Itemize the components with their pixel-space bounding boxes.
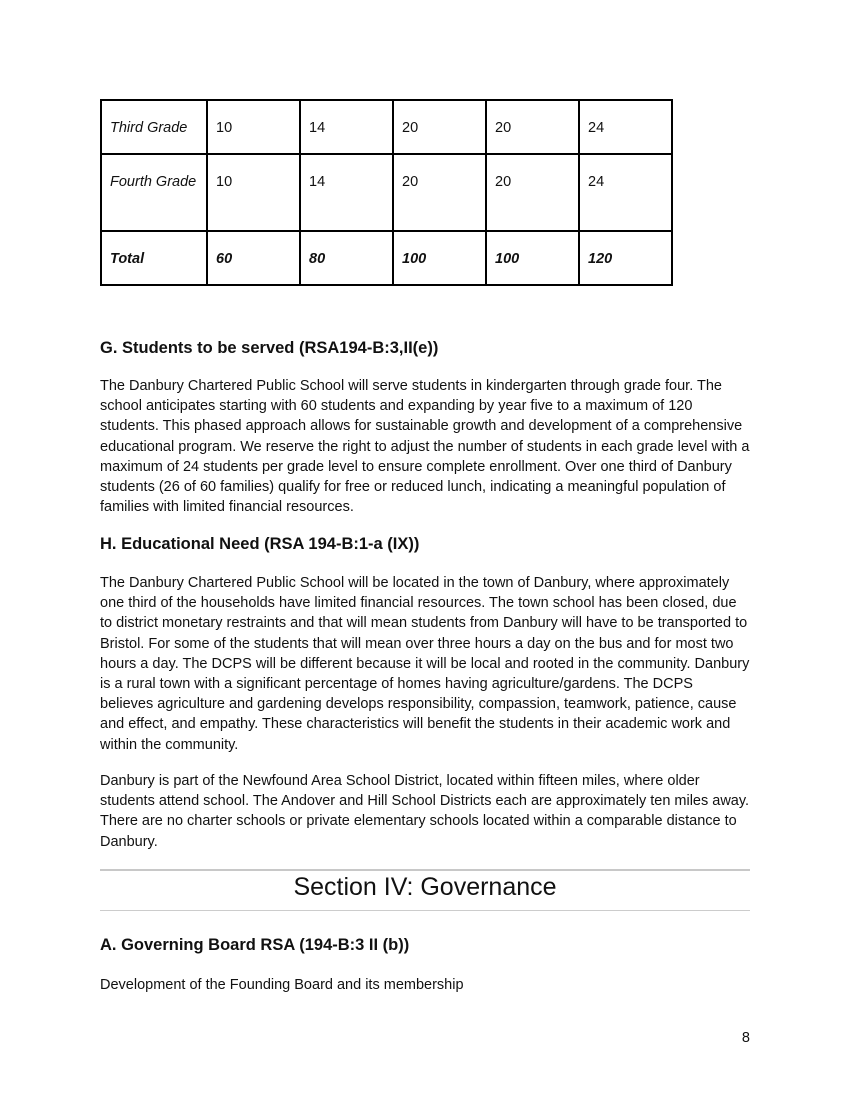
table-row-third-grade bbox=[101, 100, 672, 154]
table-cell: 100 bbox=[393, 231, 486, 285]
table-row-total bbox=[101, 231, 672, 285]
section-h-paragraph-2: Danbury is part of the Newfound Area School District, located within fifteen miles, where older students attend school. The Andover and Hill School Districts each are approximately ten miles away. There are no charter schools or private elementary schools located within a comparable distance to Danbury. bbox=[100, 773, 750, 850]
page-number: 8 bbox=[741, 1030, 750, 1046]
document-page bbox=[100, 99, 750, 993]
enrollment-table bbox=[100, 99, 673, 286]
table-cell: 14 bbox=[300, 154, 393, 231]
section-g-paragraph: The Danbury Chartered Public School will serve students in kindergarten through grade four. The school anticipates starting with 60 students and expanding by year five to a maximum of 120 students. This phased approach allows for sustainable growth and development of a comprehensive educational program. We reserve the right to adjust the number of students in each grade level with a maximum of 24 students per grade level to ensure complete enrollment. Over one third of Danbury students (26 of 60 families) qualify for free or reduced lunch, indicating a meaningful population of families with limited financial resources. bbox=[100, 378, 750, 516]
section-h-paragraph-1: The Danbury Chartered Public School will be located in the town of Danbury, where approximately one third of the households have limited financial resources. The town school has been closed, due to district monetary restraints and that will mean students from Danbury will have to be transported to Bristol. For some of the students that will mean over three hours a day on the bus and for most two hours a day. The DCPS will be different because it will be local and rooted in the community. Danbury is a rural town with a significant percentage of homes having agriculture/gardens. The DCPS believes agriculture and gardening develops responsibility, compassion, teamwork, patience, cause and effect, and empathy. These characteristics will benefit the students in their academic work and within the community. bbox=[100, 575, 750, 753]
section-rule-bottom bbox=[100, 910, 750, 911]
table-cell: 10 bbox=[207, 154, 300, 231]
table-cell: 20 bbox=[486, 100, 579, 154]
table-cell: 20 bbox=[393, 154, 486, 231]
table-cell: 24 bbox=[579, 154, 672, 231]
table-cell: 120 bbox=[579, 231, 672, 285]
table-cell: 20 bbox=[486, 154, 579, 231]
table-cell: 80 bbox=[300, 231, 393, 285]
table-cell: 100 bbox=[486, 231, 579, 285]
section-a-paragraph: Development of the Founding Board and its membership bbox=[100, 977, 464, 993]
table-cell: 14 bbox=[300, 100, 393, 154]
row-label: Fourth Grade bbox=[101, 154, 207, 231]
row-label: Third Grade bbox=[101, 100, 207, 154]
section-g-heading: G. Students to be served (RSA194-B:3,II(e)) bbox=[100, 339, 439, 357]
row-label: Total bbox=[101, 231, 207, 285]
table-row-fourth-grade bbox=[101, 154, 672, 231]
table-cell: 20 bbox=[393, 100, 486, 154]
section-h-heading: H. Educational Need (RSA 194-B:1-a (IX)) bbox=[100, 535, 420, 553]
section-rule-top bbox=[100, 869, 750, 871]
table-cell: 10 bbox=[207, 100, 300, 154]
table-cell: 60 bbox=[207, 231, 300, 285]
table-cell: 24 bbox=[579, 100, 672, 154]
section-a-heading: A. Governing Board RSA (194-B:3 II (b)) bbox=[100, 936, 410, 954]
section-iv-title: Section IV: Governance bbox=[293, 873, 557, 901]
